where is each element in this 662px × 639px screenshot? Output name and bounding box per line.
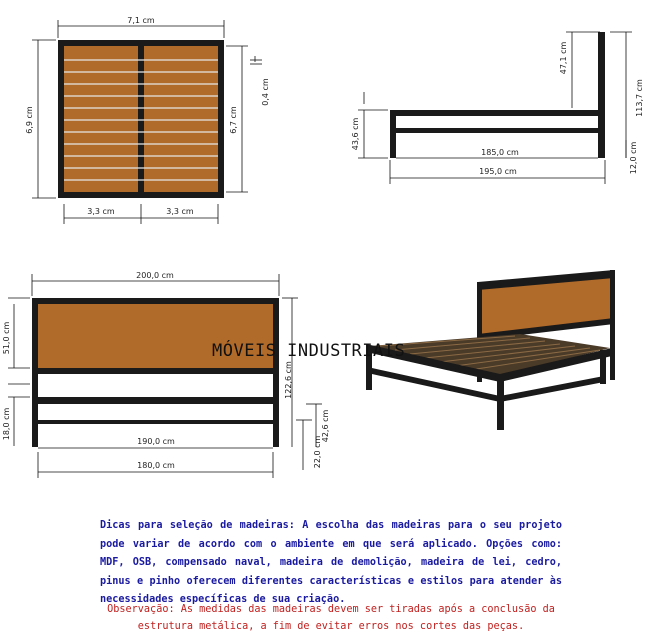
dim-side-total-length: 195,0 cm bbox=[479, 167, 517, 176]
dim-panel-inner-height: 6,7 cm bbox=[229, 106, 238, 134]
dim-front-base-width: 180,0 cm bbox=[137, 461, 175, 470]
side-view bbox=[351, 32, 644, 184]
dim-side-total-height: 113,7 cm bbox=[635, 79, 644, 117]
dim-side-leg: 12,0 cm bbox=[629, 141, 638, 175]
side-lower-rail bbox=[390, 128, 605, 133]
front-lower-rail bbox=[32, 420, 279, 424]
front-rail bbox=[32, 397, 279, 404]
panel-divider bbox=[138, 40, 144, 198]
dim-front-wood-height: 51,0 cm bbox=[2, 321, 11, 355]
dim-panel-width: 7,1 cm bbox=[127, 16, 155, 25]
front-gap-bottom bbox=[38, 404, 273, 420]
dim-front-base-height: 42,6 cm bbox=[321, 409, 330, 443]
dim-front-rail: 18,0 cm bbox=[2, 407, 11, 441]
observation-note: Observação: As medidas das madeiras devem ser tiradas após a conclusão da estrutura metálica, a fim de evitar erros nos cortes das peças. bbox=[107, 604, 555, 632]
dim-panel-half-left: 3,3 cm bbox=[87, 207, 115, 216]
dim-panel-gap: 0,4 cm bbox=[261, 78, 270, 106]
side-top-rail bbox=[390, 110, 605, 116]
dim-front-total-height: 122,6 cm bbox=[284, 361, 293, 399]
dim-side-inner-length: 185,0 cm bbox=[481, 148, 519, 157]
wood-tips-paragraph: Dicas para seleção de madeiras: A escolha das madeiras para o seu projeto pode variar de acordo com o ambiente em que será aplicado. Opções como: MDF, OSB, compensado naval, madeira de demolição, madeira de lei, cedro, pinus e pinho oferecem diferentes características e estilos para atender às necessidades específicas de sua criação. bbox=[100, 520, 562, 605]
panel-view bbox=[25, 16, 270, 224]
dim-side-head-height: 47,1 cm bbox=[559, 41, 568, 75]
dim-panel-height: 6,9 cm bbox=[25, 106, 34, 134]
side-head-leg bbox=[598, 110, 605, 158]
dim-front-leg-height: 22,0 cm bbox=[313, 435, 322, 469]
dim-panel-half-right: 3,3 cm bbox=[166, 207, 194, 216]
watermark-text: MÓVEIS INDUSTRIAIS bbox=[212, 341, 406, 361]
side-foot-leg bbox=[390, 110, 396, 158]
dim-front-inner-width: 190,0 cm bbox=[137, 437, 175, 446]
dim-side-height: 43,6 cm bbox=[351, 117, 360, 151]
dim-front-width: 200,0 cm bbox=[136, 271, 174, 280]
front-gap-top bbox=[38, 374, 273, 397]
front-view bbox=[2, 271, 330, 478]
